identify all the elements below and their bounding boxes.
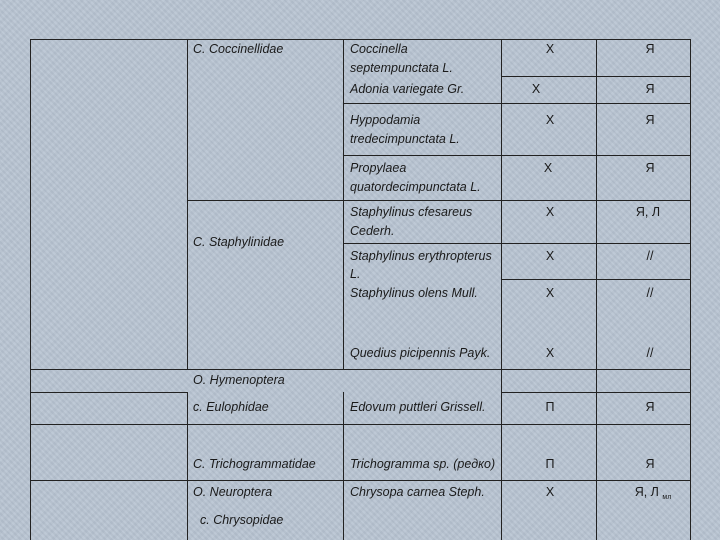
status-value: Я [645,113,655,127]
status-subscript: мл [662,494,672,501]
column-divider-family [187,39,188,369]
row-divider [343,155,691,156]
mark-value: Х [545,205,555,219]
table-border-left [30,39,31,540]
row-divider [501,279,691,280]
species-name: Staphylinus cfesareus [350,205,473,219]
status-value: Я [645,42,655,56]
row-divider [343,243,691,244]
species-name: quatordecimpunctata L. [350,180,481,194]
mark-value: П [545,457,555,471]
mark-value: Х [543,161,553,175]
column-divider-mark [501,39,502,540]
status-value: Я [645,400,655,414]
mark-value: Х [545,346,555,360]
row-divider [30,369,691,370]
status-value: // [646,249,654,263]
column-divider-status [596,39,597,540]
species-name: Chrysopa carnea Steph. [350,485,485,499]
status-value: // [646,286,654,300]
status-value: Я [645,457,655,471]
status-value: Я [645,82,655,96]
species-name: Edovum puttleri Grissell. [350,400,486,414]
species-name: Propylaea [350,161,407,175]
column-divider-species [343,39,344,369]
order-label: O. Hymenoptera [193,373,285,387]
status-text: Я, Л [634,485,659,499]
row-divider [501,76,691,77]
table-border-right [690,39,691,540]
species-name: Cederh. [350,224,395,238]
column-divider-family-lower [187,392,188,540]
status-value: // [646,346,654,360]
species-name: Quedius picipennis Payk. [350,346,491,360]
family-label: c. Eulophidae [193,400,269,414]
mark-value: П [545,400,555,414]
species-name: Coccinella [350,42,408,56]
family-label: C. Coccinellidae [193,42,284,56]
status-value [620,483,686,507]
family-label: C. Trichogrammatidae [193,457,316,471]
mark-value: Х [545,485,555,499]
mark-value: Х [545,113,555,127]
species-name: Staphylinus olens Mull. [350,286,478,300]
order-label: O. Neuroptera [193,485,273,499]
row-divider [30,424,691,425]
mark-value: Х [531,82,541,96]
species-name: L. [350,267,361,281]
row-divider [343,103,691,104]
species-name: Hyppodamia [350,113,421,127]
family-label: c. Chrysopidae [200,513,284,527]
status-value: Я [645,161,655,175]
row-divider [30,392,188,393]
row-divider [501,392,691,393]
row-divider [187,200,691,201]
mark-value: Х [545,42,555,56]
status-value: Я, Л [635,205,661,219]
species-name: Adonia variegate Gr. [350,82,465,96]
family-label: C. Staphylinidae [193,235,285,249]
species-name: Trichogramma sp. (редко) [350,457,496,471]
column-divider-species-lower [343,392,344,540]
row-divider [30,480,691,481]
species-name: septempunctata L. [350,61,453,75]
mark-value: Х [545,286,555,300]
species-name: Staphylinus erythropterus [350,249,492,263]
mark-value: Х [545,249,555,263]
species-name: tredecimpunctata L. [350,132,460,146]
